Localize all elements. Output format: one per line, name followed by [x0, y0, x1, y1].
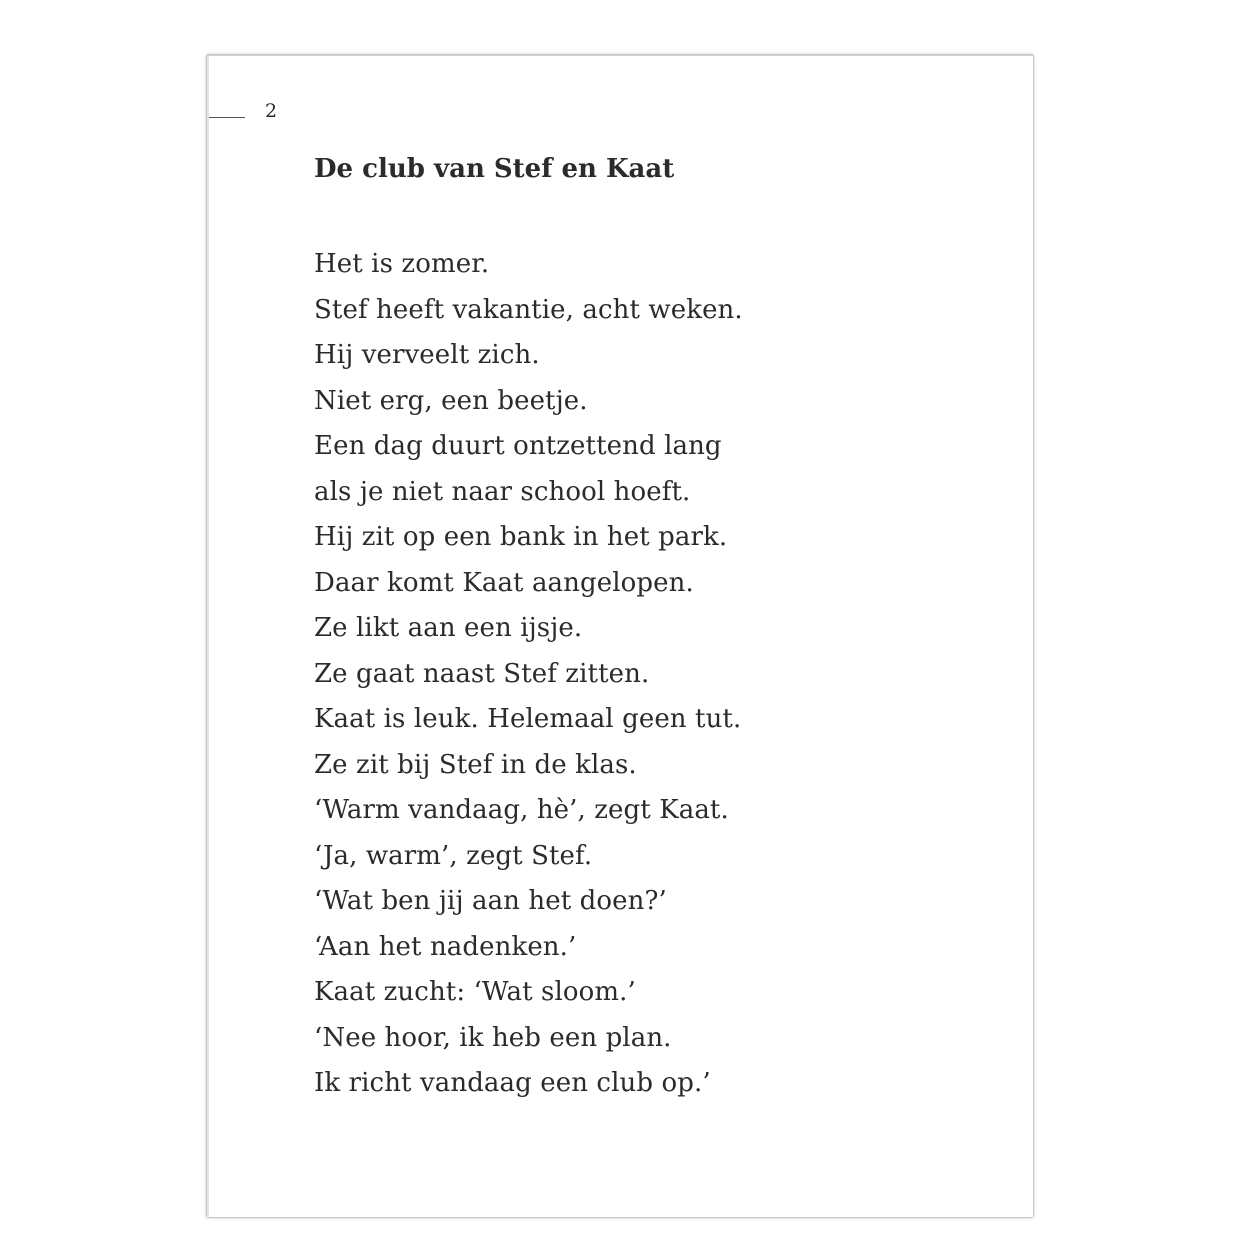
text-line: Het is zomer.	[314, 249, 490, 279]
text-line: Een dag duurt ontzettend lang	[314, 431, 722, 461]
text-line: ‘Warm vandaag, hè’, zegt Kaat.	[314, 795, 729, 825]
text-line: Hij verveelt zich.	[314, 340, 540, 370]
text-line: Ze likt aan een ijsje.	[314, 613, 583, 643]
text-line: ‘Wat ben jij aan het doen?’	[314, 886, 667, 916]
text-line: Stef heeft vakantie, acht weken.	[314, 294, 743, 325]
text-line: Kaat is leuk. Helemaal geen tut.	[314, 704, 742, 734]
text-line: Ze gaat naast Stef zitten.	[314, 658, 650, 689]
book-page	[207, 55, 1033, 1217]
story-text	[314, 242, 743, 1107]
page-gutter	[207, 56, 209, 1217]
text-line: Hij zit op een bank in het park.	[314, 522, 728, 552]
text-line: Ze zit bij Stef in de klas.	[314, 749, 637, 780]
page-number: 2	[265, 100, 278, 122]
text-line: Niet erg, een beetje.	[314, 385, 588, 416]
text-line: ‘Aan het nadenken.’	[314, 931, 577, 962]
text-line: ‘Ja, warm’, zegt Stef.	[314, 840, 593, 871]
text-line: ‘Nee hoor, ik heb een plan.	[314, 1022, 672, 1053]
text-line: als je niet naar school hoeft.	[314, 476, 691, 507]
page-number-rule	[209, 117, 245, 118]
text-line: Daar komt Kaat aangelopen.	[314, 567, 694, 598]
chapter-title: De club van Stef en Kaat	[314, 154, 675, 184]
text-line: Ik richt vandaag een club op.’	[314, 1068, 711, 1098]
text-line: Kaat zucht: ‘Wat sloom.’	[314, 977, 636, 1007]
